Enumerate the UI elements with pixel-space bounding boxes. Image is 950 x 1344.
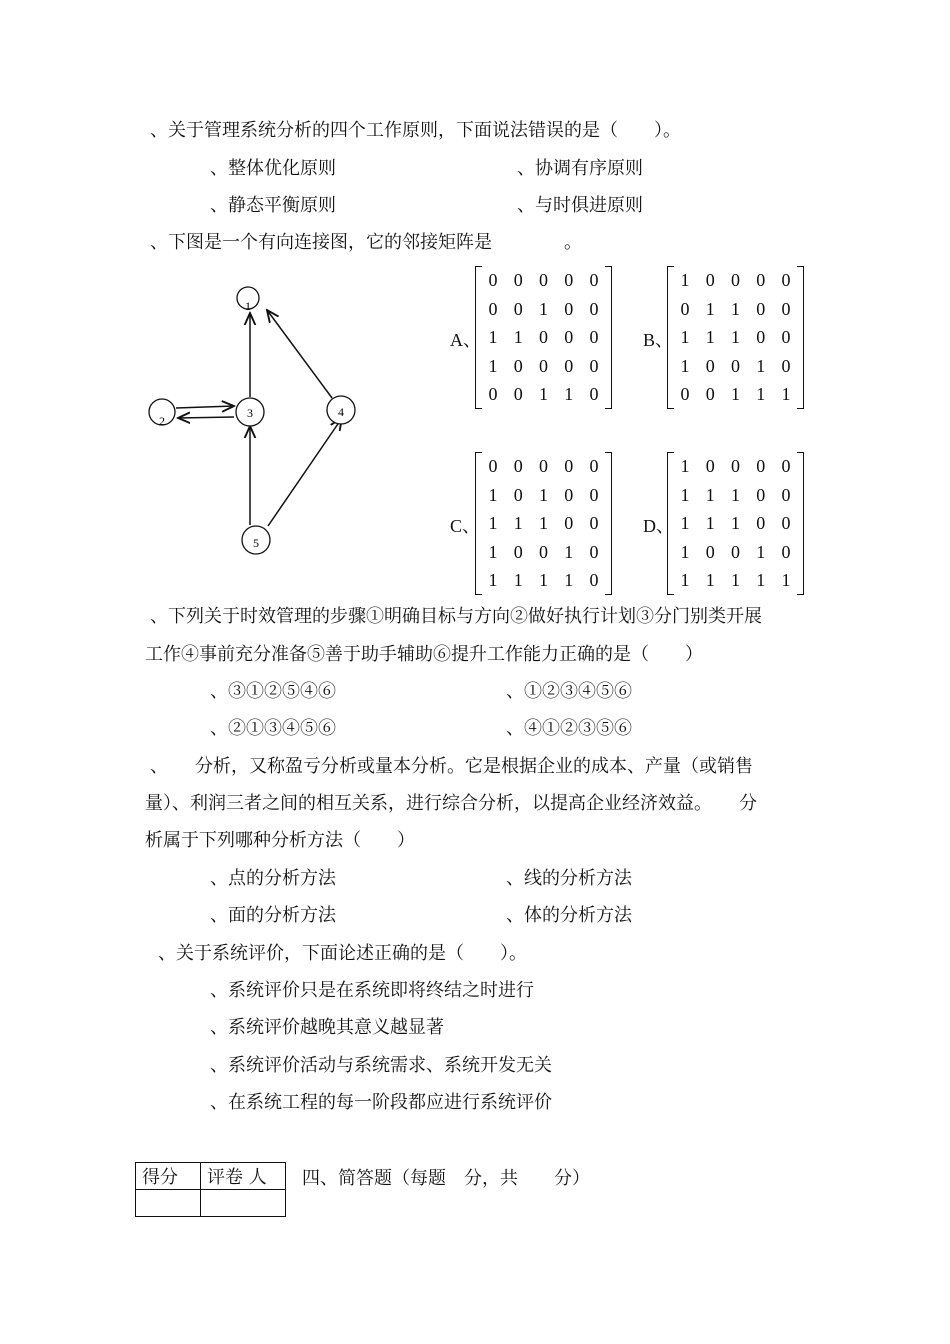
matrix-cell: 1 bbox=[680, 355, 690, 376]
node-label: 5 bbox=[253, 536, 259, 550]
matrix-cell: 1 bbox=[705, 298, 715, 319]
matrix-cell: 1 bbox=[731, 570, 740, 591]
matrix-cell: 1 bbox=[680, 570, 690, 591]
matrix-cell: 0 bbox=[488, 456, 498, 476]
matrix-cell: 1 bbox=[488, 570, 498, 591]
matrix-cell: 0 bbox=[731, 270, 740, 290]
matrix-cell: 1 bbox=[513, 327, 523, 348]
score-label: 得分 bbox=[136, 1163, 201, 1190]
matrix-cell: 0 bbox=[589, 513, 599, 534]
matrix-cell: 0 bbox=[513, 270, 523, 290]
matrix-cell: 0 bbox=[756, 270, 766, 290]
matrix-cell: 0 bbox=[488, 384, 498, 405]
q1-option-d: 、与时俱进原则 bbox=[517, 195, 643, 216]
matrix-d bbox=[667, 452, 804, 595]
matrix-cell: 0 bbox=[539, 541, 548, 562]
matrix-cell: 0 bbox=[589, 327, 599, 348]
matrix-cell: 0 bbox=[564, 355, 574, 376]
edge-3-2 bbox=[178, 417, 234, 418]
matrix-row bbox=[483, 566, 604, 595]
matrix-row bbox=[483, 352, 604, 381]
matrix-cell: 0 bbox=[756, 456, 766, 476]
matrix-cell: 0 bbox=[781, 484, 791, 505]
matrix-cell: 1 bbox=[539, 484, 548, 505]
q2-stem: 、下图是一个有向连接图，它的邻接矩阵是 。 bbox=[150, 232, 582, 253]
matrix-cell: 1 bbox=[513, 570, 523, 591]
matrix-cell: 1 bbox=[513, 513, 523, 534]
matrix-cell: 0 bbox=[513, 456, 523, 476]
matrix-cell: 1 bbox=[680, 270, 690, 290]
matrix-cell: 0 bbox=[589, 570, 599, 591]
matrix-cell: 0 bbox=[539, 456, 548, 476]
q3-stem-line1: 、下列关于时效管理的步骤①明确目标与方向②做好执行计划③分门别类开展 bbox=[150, 606, 762, 627]
matrix-row bbox=[675, 266, 796, 295]
q3-option-d: 、④①②③⑤⑥ bbox=[506, 718, 632, 739]
matrix-cell: 1 bbox=[705, 484, 715, 505]
matrix-row bbox=[483, 509, 604, 538]
q3-option-c: 、②①③④⑤⑥ bbox=[210, 718, 336, 739]
directed-graph bbox=[140, 270, 380, 570]
q4-stem-line2: 量）、利润三者之间的相互关系，进行综合分析，以提高企业经济效益。 分 bbox=[145, 793, 757, 814]
q4-option-c: 、面的分析方法 bbox=[210, 905, 336, 926]
q4-stem-line3: 析属于下列哪种分析方法（ ） bbox=[145, 830, 415, 851]
matrix-cell: 0 bbox=[589, 484, 599, 505]
matrix-cell: 0 bbox=[589, 355, 599, 376]
q5-option-b: 、系统评价越晚其意义越显著 bbox=[210, 1017, 444, 1038]
matrix-cell: 0 bbox=[589, 270, 599, 290]
grader-cell[interactable] bbox=[201, 1190, 286, 1217]
matrix-cell: 0 bbox=[680, 384, 690, 405]
matrix-cell: 1 bbox=[680, 541, 690, 562]
q1-option-c: 、静态平衡原则 bbox=[210, 195, 336, 216]
matrix-row bbox=[675, 352, 796, 381]
matrix-cell: 0 bbox=[488, 298, 498, 319]
matrix-cell: 1 bbox=[539, 384, 548, 405]
matrix-cell: 1 bbox=[680, 513, 690, 534]
matrix-cell: 1 bbox=[488, 513, 498, 534]
matrix-cell: 1 bbox=[539, 513, 548, 534]
matrix-d-label: D、 bbox=[643, 516, 674, 536]
edge-2-3 bbox=[176, 406, 234, 408]
matrix-cell: 1 bbox=[488, 484, 498, 505]
matrix-cell: 0 bbox=[781, 541, 791, 562]
matrix-cell: 0 bbox=[781, 298, 791, 319]
q4-stem-line1: 、 分析，又称盈亏分析或量本分析。它是根据企业的成本、产量（或销售 bbox=[150, 756, 753, 777]
q4-option-a: 、点的分析方法 bbox=[210, 868, 336, 889]
matrix-row bbox=[675, 295, 796, 324]
node-label: 1 bbox=[245, 299, 251, 313]
matrix-cell: 0 bbox=[705, 355, 715, 376]
matrix-cell: 1 bbox=[680, 456, 690, 476]
matrix-cell: 0 bbox=[539, 327, 548, 348]
matrix-cell: 0 bbox=[731, 456, 740, 476]
matrix-cell: 0 bbox=[705, 270, 715, 290]
matrix-cell: 1 bbox=[756, 384, 766, 405]
matrix-a bbox=[475, 266, 612, 409]
q5-option-c: 、系统评价活动与系统需求、系统开发无关 bbox=[210, 1055, 552, 1076]
matrix-cell: 0 bbox=[680, 298, 690, 319]
matrix-cell: 0 bbox=[539, 270, 548, 290]
matrix-cell: 0 bbox=[705, 456, 715, 476]
matrix-cell: 0 bbox=[564, 456, 574, 476]
matrix-row bbox=[675, 323, 796, 352]
matrix-cell: 1 bbox=[539, 570, 548, 591]
matrix-cell: 0 bbox=[705, 541, 715, 562]
matrix-b-label: B、 bbox=[643, 330, 674, 350]
matrix-cell: 0 bbox=[781, 327, 791, 348]
matrix-cell: 1 bbox=[731, 513, 740, 534]
matrix-cell: 1 bbox=[781, 384, 791, 405]
q3-stem-line2: 工作④事前充分准备⑤善于助手辅助⑥提升工作能力正确的是（ ） bbox=[145, 644, 703, 665]
q4-option-d: 、体的分析方法 bbox=[506, 905, 632, 926]
matrix-a-label: A、 bbox=[450, 330, 481, 350]
matrix-cell: 0 bbox=[756, 298, 766, 319]
matrix-row bbox=[675, 481, 796, 510]
matrix-cell: 1 bbox=[731, 327, 740, 348]
matrix-b bbox=[667, 266, 804, 409]
section4-title: 四、简答题（每题 分，共 分） bbox=[302, 1168, 590, 1189]
matrix-cell: 0 bbox=[513, 384, 523, 405]
matrix-cell: 0 bbox=[564, 270, 574, 290]
matrix-row bbox=[483, 266, 604, 295]
matrix-cell: 0 bbox=[564, 513, 574, 534]
matrix-row bbox=[483, 380, 604, 409]
matrix-cell: 0 bbox=[488, 270, 498, 290]
matrix-cell: 0 bbox=[513, 484, 523, 505]
node-label: 4 bbox=[338, 405, 344, 419]
matrix-cell: 1 bbox=[756, 570, 766, 591]
matrix-cell: 0 bbox=[756, 327, 766, 348]
q3-option-a: 、③①②⑤④⑥ bbox=[210, 681, 336, 702]
matrix-row bbox=[675, 566, 796, 595]
matrix-cell: 1 bbox=[680, 484, 690, 505]
matrix-cell: 0 bbox=[589, 541, 599, 562]
matrix-cell: 1 bbox=[756, 541, 766, 562]
score-table bbox=[135, 1162, 286, 1217]
matrix-cell: 0 bbox=[589, 384, 599, 405]
node-label: 3 bbox=[247, 406, 253, 420]
matrix-c bbox=[475, 452, 612, 595]
matrix-cell: 0 bbox=[564, 327, 574, 348]
matrix-cell: 0 bbox=[564, 484, 574, 505]
matrix-cell: 0 bbox=[781, 456, 791, 476]
matrix-cell: 0 bbox=[589, 298, 599, 319]
matrix-cell: 1 bbox=[705, 327, 715, 348]
matrix-row bbox=[483, 323, 604, 352]
matrix-cell: 0 bbox=[781, 355, 791, 376]
matrix-cell: 1 bbox=[488, 541, 498, 562]
matrix-row bbox=[675, 538, 796, 567]
q4-option-b: 、线的分析方法 bbox=[506, 868, 632, 889]
matrix-cell: 0 bbox=[589, 456, 599, 476]
matrix-cell: 1 bbox=[539, 298, 548, 319]
q1-option-b: 、协调有序原则 bbox=[517, 158, 643, 179]
matrix-cell: 1 bbox=[705, 570, 715, 591]
matrix-cell: 0 bbox=[781, 270, 791, 290]
matrix-cell: 1 bbox=[564, 384, 574, 405]
matrix-cell: 1 bbox=[756, 355, 766, 376]
matrix-row bbox=[483, 452, 604, 481]
grader-label: 评卷 人 bbox=[201, 1163, 286, 1190]
matrix-cell: 1 bbox=[731, 484, 740, 505]
matrix-cell: 0 bbox=[781, 513, 791, 534]
matrix-cell: 1 bbox=[781, 570, 791, 591]
matrix-cell: 1 bbox=[564, 541, 574, 562]
matrix-cell: 0 bbox=[756, 513, 766, 534]
matrix-cell: 1 bbox=[705, 513, 715, 534]
matrix-cell: 0 bbox=[513, 298, 523, 319]
matrix-cell: 1 bbox=[731, 384, 740, 405]
matrix-cell: 0 bbox=[539, 355, 548, 376]
matrix-cell: 0 bbox=[513, 355, 523, 376]
matrix-row bbox=[483, 295, 604, 324]
matrix-row bbox=[675, 452, 796, 481]
matrix-cell: 0 bbox=[731, 355, 740, 376]
q1-stem: 、关于管理系统分析的四个工作原则，下面说法错误的是（ ）。 bbox=[150, 120, 681, 141]
matrix-c-label: C、 bbox=[450, 516, 481, 536]
matrix-row bbox=[483, 481, 604, 510]
matrix-row bbox=[675, 509, 796, 538]
q5-option-a: 、系统评价只是在系统即将终结之时进行 bbox=[210, 980, 534, 1001]
q5-option-d: 、在系统工程的每一阶段都应进行系统评价 bbox=[210, 1092, 552, 1113]
q3-option-b: 、①②③④⑤⑥ bbox=[506, 681, 632, 702]
matrix-cell: 1 bbox=[488, 327, 498, 348]
matrix-cell: 1 bbox=[488, 355, 498, 376]
score-cell[interactable] bbox=[136, 1190, 201, 1217]
edge-4-1 bbox=[267, 310, 332, 398]
matrix-cell: 0 bbox=[513, 541, 523, 562]
matrix-row bbox=[675, 380, 796, 409]
matrix-cell: 1 bbox=[680, 327, 690, 348]
matrix-row bbox=[483, 538, 604, 567]
matrix-cell: 0 bbox=[756, 484, 766, 505]
matrix-cell: 0 bbox=[705, 384, 715, 405]
edge-5-4 bbox=[268, 418, 342, 526]
q5-stem: 、关于系统评价，下面论述正确的是（ ）。 bbox=[158, 943, 527, 964]
matrix-cell: 1 bbox=[731, 298, 740, 319]
matrix-cell: 0 bbox=[564, 298, 574, 319]
q1-option-a: 、整体优化原则 bbox=[210, 158, 336, 179]
matrix-cell: 1 bbox=[564, 570, 574, 591]
node-label: 2 bbox=[159, 414, 165, 428]
matrix-cell: 0 bbox=[731, 541, 740, 562]
